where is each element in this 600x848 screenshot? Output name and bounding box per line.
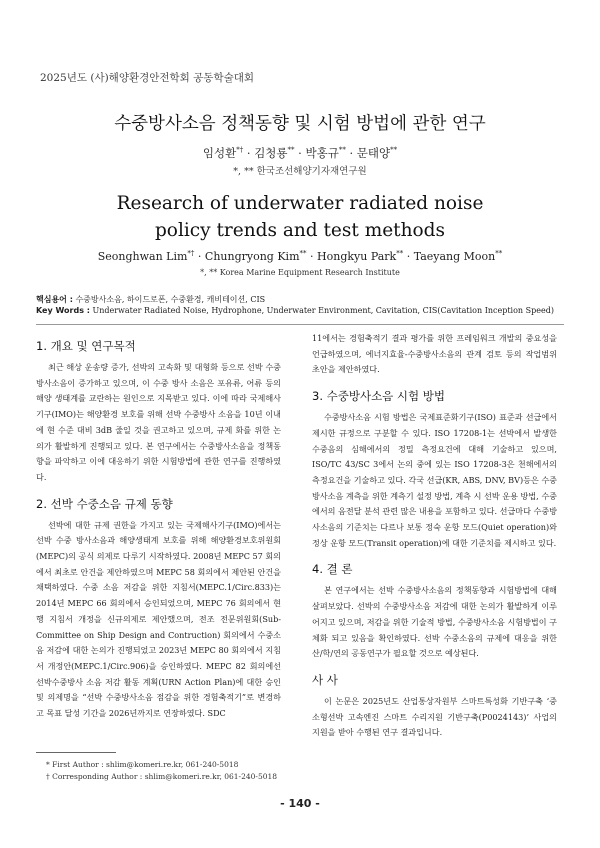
author-mark: ** [287, 146, 295, 155]
keywords-english [36, 306, 576, 315]
author-name: Taeyang Moon [413, 250, 496, 263]
page-number: - 140 - [280, 797, 320, 810]
keywords-korean-label: 핵심용어 : [36, 295, 73, 304]
title-english-line1: Research of underwater radiated noise [116, 193, 484, 214]
keywords-english-text: Underwater Radiated Noise, Hydrophone, Underwater Environment, Cavitation, CIS(Cavitation Inception Speed) [89, 306, 554, 315]
section-1-heading: 1. 개요 및 연구목적 [36, 339, 136, 353]
affiliation-korean: *, ** 한국조선해양기자재연구원 [233, 166, 367, 177]
section-2-heading: 2. 선박 수중소음 규제 동향 [36, 496, 173, 511]
conference-header: 2025년도 (사)해양환경안전학회 공동학술대회 [40, 72, 255, 84]
keywords-korean [36, 294, 576, 305]
author-name: 김청룡 [254, 146, 288, 160]
authors-korean [0, 145, 600, 161]
affiliation-english: *, ** Korea Marine Equipment Research Institute [200, 268, 400, 277]
section-3-heading: 3. 수중방사소음 시험 방법 [312, 389, 446, 404]
author-name: Hongkyu Park [317, 250, 397, 263]
author-mark: ** [338, 146, 346, 155]
keywords-english-label: Key Words : [36, 306, 90, 315]
author-separator: · [294, 146, 306, 160]
title-korean: 수중방사소음 정책동향 및 시험 방법에 관한 연구 [114, 114, 486, 134]
section-2-body: 선박에 대한 규제 권한을 가지고 있는 국제해사기구(IMO)에서는 선박 수중 방사소음과 해양생태계 보호를 위해 해양환경보호위원회(MEPC)의 공식 의제로 다루기 시작하였다. 2008년 MEPC 57 회의에서 최초로 안건을 제안하였으며 MEPC 58 회의에서 제안된 안건을 채택하였다. 수중 소음 저감을 위한 지침서(MEPC.1/Circ.833)는 2014년 MEPC 66 회의에서 승인되었으며, MEPC 76 회의에서 현행 지침서 개정을 신규의제로 제안했으며, 전조 전문위원회(Sub-Committee on Ship Design and Contruction) 회의에서 수중소음 저감에 대한 논의가 진행되었고 2023년 MEPC 80 회의에서 지침서 개정안(MEPC.1/Circ.906)을 승인하였다. MEPC 82 회의에선 선박수중방사 소음 저감 활동 계획(URN Action Plan)에 대한 승인 및 의제명을 “선박 수중방사소음 점감을 위한 경험축적기”로 변경하고 목표 달성 기간을 2026년까지로 연장하였다. SDC [36, 519, 281, 719]
acknowledgement-body: 이 논문은 2025년도 산업통상자원부 스마트특성화 기반구축 ‘중소형선박 고속엔진 스마트 수리지원 기반구축(P0024143)’ 사업의 지원을 받아 수행된 연구 결과입니다. [312, 695, 557, 738]
author-name: 문태양 [356, 146, 391, 160]
author-mark: ** [396, 249, 404, 258]
section-4-heading: 4. 결 론 [312, 562, 353, 577]
footnote-first-author: * First Author : shlim@komeri.re.kr, 061-240-5018 [46, 760, 239, 769]
left-column [36, 338, 281, 722]
author-name: 임성환 [202, 146, 237, 160]
author-mark: ** [299, 249, 307, 258]
title-english [0, 190, 600, 244]
section-4-body: 본 연구에서는 선박 수중방사소음의 정책동향과 시험방법에 대해 살펴보았다. 선박의 수중방사소음 저감에 대한 논의가 활발하게 이루어지고 있으며, 저감을 위한 기술적 방법, 수중방사소음 시험방법이 구체화 되고 있음을 확인하였다. 선박 수중소음의 규제에 대응을 위한 산/학/연의 공동연구가 필요할 것으로 예상된다. [312, 585, 557, 659]
section-3-body: 수중방사소음 시험 방법은 국제표준화기구(ISO) 표준과 선급에서 제시한 규정으로 구분할 수 있다. ISO 17208-1는 선박에서 발생한 수중음의 심해에서의 정밀 측정요건에 대해 기술하고 있으며, ISO/TC 43/SC 3에서 논의 중에 있는 ISO 17208-3은 천해에서의 측정요건을 기술하고 있다. 각국 선급(KR, ABS, DNV, BV)등은 수중방사소음 계측을 위한 계측기 설정 방법, 계측 시 선박 운용 방법, 수중에서의 음전달 분석 관련 많은 내용을 포함하고 있다. 선급마다 수중방사소음의 기준치는 다르나 보통 정숙 운항 모드(Quiet operation)와 정상 운항 모드(Transit operation)에 대한 기준치를 제시하고 있다. [312, 412, 557, 548]
section-2-continued: 11에서는 경험축적기 결과 평가를 위한 프레임워크 개발의 중요성을 언급하였으며, 에너지효율-수중방사소음의 관계 검토 등의 작업범위 초안을 제안하였다. [312, 333, 557, 375]
author-separator: · [345, 146, 357, 160]
title-english-line2: policy trends and test methods [154, 220, 446, 241]
author-name: Seonghwan Lim [97, 250, 188, 263]
keywords-korean-text: 수중방사소음, 하이드로폰, 수중환경, 캐비테이션, CIS [72, 295, 266, 304]
author-mark: *† [187, 249, 195, 258]
footnote-rule [36, 752, 116, 753]
author-mark: ** [495, 249, 503, 258]
authors-english [0, 250, 600, 263]
author-separator: · [403, 250, 414, 263]
right-column [312, 331, 557, 741]
section-1-body: 최근 해상 운송량 증가, 선박의 고속화 및 대형화 등으로 선박 수중 방사소음이 증가하고 있으며, 이 수중 방사 소음은 포유류, 어류 등의 해양 생태계를 교란하는 원인으로 지목받고 있다. 이에 따라 국제해사기구(IMO)는 해양환경 보호를 위해 선박 수중방사 소음을 10년 이내에 현 수준 대비 3dB 줄일 것을 권고하고 있으며, 규제 화를 위한 논의가 활발하게 진행되고 있다. 본 연구에서는 수중방사소음을 정책동향을 파악하고 이에 대응하기 위한 시험방법에 관한 연구를 진행하였다. [36, 362, 281, 482]
footnote-corresponding-author: † Corresponding Author : shlim@komeri.re.kr, 061-240-5018 [46, 772, 278, 781]
author-name: 박홍규 [305, 146, 339, 160]
author-mark: ** [390, 146, 398, 155]
author-mark: *† [236, 146, 244, 155]
acknowledgement-heading: 사 사 [312, 672, 338, 687]
section-divider [36, 324, 564, 325]
author-separator: · [194, 250, 205, 263]
author-name: Chungryong Kim [204, 250, 300, 263]
author-separator: · [243, 146, 255, 160]
author-separator: · [306, 250, 318, 263]
